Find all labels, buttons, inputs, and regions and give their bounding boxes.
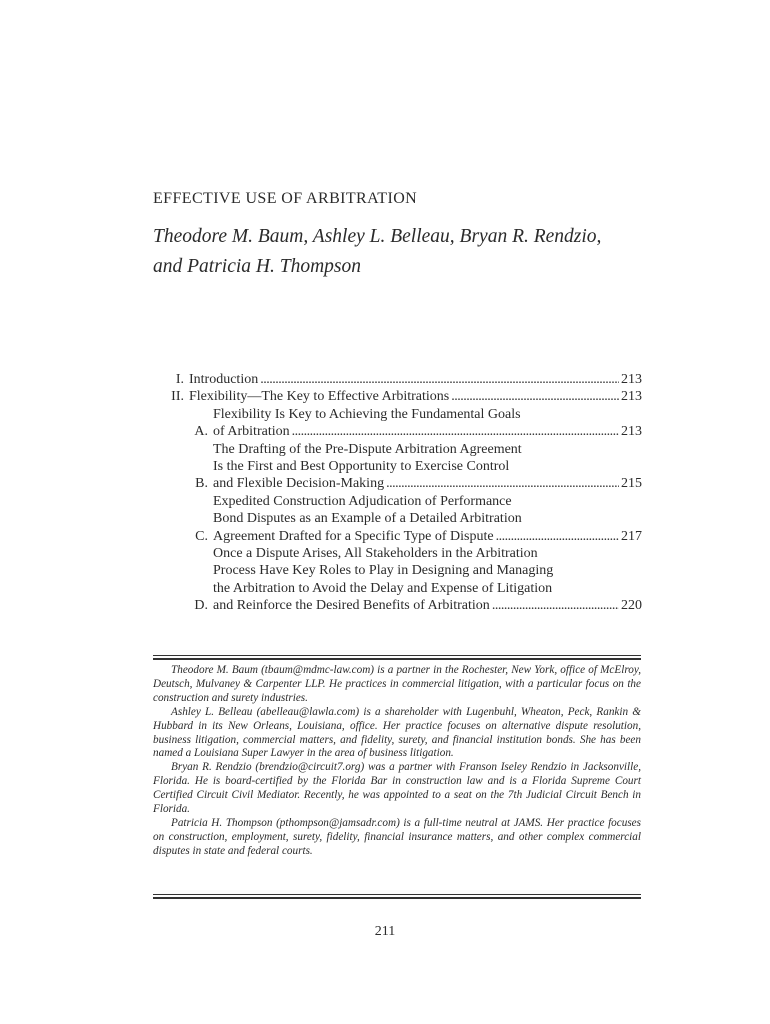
- toc-text: Expedited Construction Adjudication of Performance: [213, 493, 512, 509]
- toc-text: Flexibility Is Key to Achieving the Fundamental Goals: [213, 406, 521, 422]
- toc-subentry: [150, 545, 642, 615]
- toc-entry: [150, 371, 642, 388]
- toc-text: Bond Disputes as an Example of a Detailed Arbitration: [213, 511, 522, 527]
- footnote-paragraph: Theodore M. Baum (tbaum@mdmc-law.com) is a partner in the Rochester, New York, office of McElroy, Deutsch, Mulvaney & Carpenter LLP. He practices in commercial litigation, with a particular focus on the construction and surety industries.: [153, 664, 641, 704]
- toc-number: D.: [194, 598, 208, 614]
- toc-text: Introduction: [189, 372, 259, 387]
- article-title: EFFECTIVE USE OF ARBITRATION: [153, 190, 418, 207]
- leader-dots: [492, 597, 619, 614]
- toc-text: Once a Dispute Arises, All Stakeholders in the Arbitration: [213, 546, 538, 562]
- toc-text: Flexibility—The Key to Effective Arbitrations: [189, 389, 450, 405]
- toc-entry: [150, 388, 642, 405]
- toc-page: 215: [621, 476, 642, 492]
- toc-number: B.: [195, 476, 208, 492]
- toc-subentry: [150, 406, 642, 441]
- toc-number: C.: [195, 528, 208, 544]
- toc-page: 213: [621, 372, 642, 387]
- toc-subentry: [150, 441, 642, 493]
- footnote-paragraph: Bryan R. Rendzio (brendzio@circuit7.org) was a partner with Franson Iseley Rendzio in Jacksonville, Florida. He is board-certified by the Florida Bar in construction law and is a Florida Supreme Court Certified Circuit Civil Mediator. Recently, he was appointed to a seat on the 7th Judicial Circuit Bench in Florida.: [153, 761, 641, 816]
- toc-text: and Reinforce the Desired Benefits of Arbitration: [213, 598, 490, 614]
- leader-dots: [451, 388, 619, 405]
- leader-dots: [386, 475, 619, 492]
- toc-number: I.: [175, 372, 184, 387]
- footnote-paragraph: Ashley L. Belleau (abelleau@lawla.com) is a shareholder with Lugenbuhl, Wheaton, Peck, Rankin & Hubbard in its New Orleans, Louisiana, office. Her practice focuses on alternative dispute resolution, business litigation, commercial matters, and fidelity, surety, and financial institution bonds. She has been named a Louisiana Super Lawyer in the area of business litigation.: [153, 705, 641, 760]
- toc-text: Process Have Key Roles to Play in Designing and Managing: [213, 563, 554, 579]
- footnote-paragraph: Patricia H. Thompson (pthompson@jamsadr.com) is a full-time neutral at JAMS. Her practice focuses on construction, employment, surety, fidelity, financial insurance matters, and other complex commercial disputes in state and federal courts.: [153, 816, 641, 857]
- author-footnotes: [153, 664, 641, 859]
- footnote-bottom-rule: [153, 894, 641, 899]
- table-of-contents: [150, 371, 642, 615]
- page-number: 211: [374, 924, 396, 939]
- toc-text: Is the First and Best Opportunity to Exercise Control: [213, 459, 510, 475]
- toc-text: the Arbitration to Avoid the Delay and Expense of Litigation: [213, 580, 553, 596]
- author-line: and Patricia H. Thompson: [153, 256, 362, 277]
- toc-page: 220: [621, 598, 642, 614]
- author-list: [153, 222, 673, 282]
- toc-text: Agreement Drafted for a Specific Type of Dispute: [213, 528, 494, 544]
- toc-page: 213: [621, 389, 642, 405]
- toc-page: 217: [621, 528, 642, 544]
- toc-text: and Flexible Decision-Making: [213, 476, 385, 492]
- leader-dots: [260, 371, 619, 388]
- toc-text: The Drafting of the Pre-Dispute Arbitration Agreement: [213, 441, 522, 457]
- author-line: Theodore M. Baum, Ashley L. Belleau, Bryan R. Rendzio,: [153, 226, 602, 247]
- toc-page: 213: [621, 424, 642, 440]
- leader-dots: [496, 528, 619, 545]
- toc-number: II.: [171, 389, 184, 405]
- toc-number: A.: [194, 424, 208, 440]
- leader-dots: [292, 423, 619, 440]
- toc-subentry: [150, 493, 642, 545]
- toc-text: of Arbitration: [213, 424, 290, 440]
- footnote-top-rule: [153, 655, 641, 660]
